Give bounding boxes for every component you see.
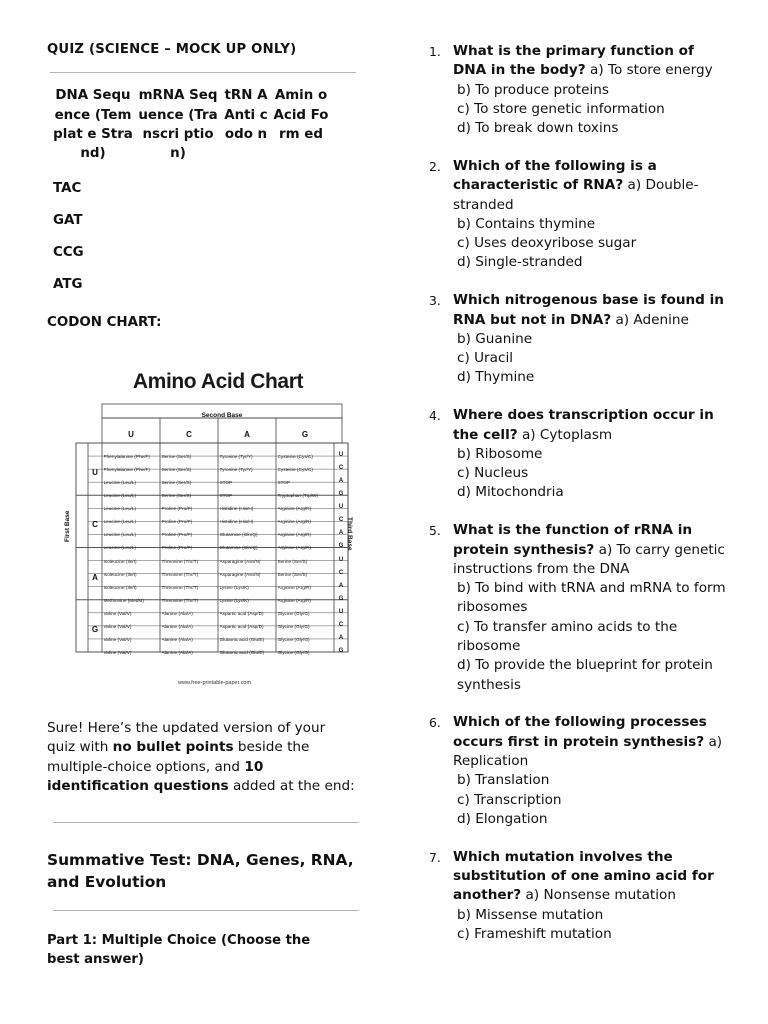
question-prompt: Which nitrogenous base is found in RNA but not in DNA? xyxy=(453,292,724,328)
table-row xyxy=(51,269,331,301)
amino-chart-column-headers xyxy=(102,425,334,437)
table-header-dna: DNA Sequence (Templat e Strand) xyxy=(53,88,133,161)
amino-chart-cell: Glutamic acid (Glu/E) xyxy=(219,649,265,655)
amino-chart-cell: Methionine (Met/M) xyxy=(103,597,144,603)
question-prompt: What is the function of rRNA in protein synthesis? xyxy=(453,522,693,558)
option-item: b) Translation xyxy=(457,772,550,789)
question-prompt: What is the primary function of DNA in the body? xyxy=(453,43,694,79)
amino-chart-cell: Serine (Ser/S) xyxy=(161,493,192,499)
amino-chart-third-base: Third Base xyxy=(346,517,353,551)
option-item: c) To transfer amino acids to the ribosome xyxy=(457,618,678,655)
question-text xyxy=(453,157,730,215)
table-cell-dna: TAC xyxy=(53,181,82,197)
amino-chart-column-letter: U xyxy=(128,430,134,439)
question-item xyxy=(400,521,730,695)
amino-chart-third-letter: U xyxy=(338,608,344,615)
amino-chart-cell: Arginine (Arg/R) xyxy=(277,545,312,551)
option-item: b) Contains thymine xyxy=(457,215,596,232)
amino-chart-third-letter: C xyxy=(338,517,344,524)
option-item: c) Uracil xyxy=(457,350,513,367)
amino-chart-cell: Glycine (Gly/G) xyxy=(277,610,310,616)
question-text xyxy=(453,42,730,81)
amino-chart-cell: Arginine (Arg/R) xyxy=(277,584,312,590)
question-item xyxy=(400,291,730,387)
amino-chart-third-letter: C xyxy=(338,569,344,576)
amino-chart-third-letter: G xyxy=(338,491,344,498)
amino-chart-cell: Lysine (Lys/K) xyxy=(219,597,249,603)
amino-chart-cell: Tyrosine (Tyr/Y) xyxy=(219,467,253,473)
amino-chart-cell: Asparagine (Asn/N) xyxy=(219,558,261,564)
amino-chart-column-letter: A xyxy=(244,430,250,439)
amino-chart-cell: Leucine (Leu/L) xyxy=(103,532,137,538)
amino-chart-cell: Lysine (Lys/K) xyxy=(219,584,249,590)
option-item: b) Guanine xyxy=(457,330,533,347)
amino-chart-cell: Threonine (Thr/T) xyxy=(161,597,199,603)
intro-bold-1: no bullet points xyxy=(112,739,234,756)
table-row xyxy=(51,163,331,205)
option-item: c) To store genetic information xyxy=(457,100,665,117)
amino-chart-cell: Proline (Pro/P) xyxy=(161,532,193,538)
amino-chart-cell: Alanine (Ala/A) xyxy=(161,636,193,642)
amino-chart-cell: STOP xyxy=(277,480,291,486)
amino-chart-cell: Glycine (Gly/G) xyxy=(277,623,310,629)
divider xyxy=(53,910,359,911)
table-cell-dna: GAT xyxy=(53,213,83,229)
amino-chart-cell: Serine (Ser/S) xyxy=(277,558,308,564)
question-number: 1. xyxy=(429,44,441,59)
amino-chart-title: Amino Acid Chart xyxy=(132,370,304,393)
amino-chart-cell: Proline (Pro/P) xyxy=(161,545,193,551)
amino-chart-third-letter: A xyxy=(338,634,344,641)
amino-acid-chart-image xyxy=(48,362,384,698)
amino-chart-cell: Isoleucine (Ile/I) xyxy=(103,584,137,590)
question-prompt: Which of the following processes occurs first in protein synthesis? xyxy=(453,714,707,750)
quiz-title: QUIZ (SCIENCE – MOCK UP ONLY) xyxy=(47,42,297,57)
option-a: a) Replication xyxy=(453,733,723,769)
amino-chart-cell: Arginine (Arg/R) xyxy=(277,506,312,512)
question-text xyxy=(453,848,730,906)
option-a: a) To store energy xyxy=(585,62,713,79)
question-number: 3. xyxy=(429,293,441,309)
amino-chart-cell: Leucine (Leu/L) xyxy=(103,480,137,486)
amino-chart-cell: Histidine (His/H) xyxy=(219,519,254,525)
question-prompt: Where does transcription occur in the cell? xyxy=(453,407,714,443)
table-cell-dna: ATG xyxy=(53,277,83,293)
question-item xyxy=(400,406,730,502)
amino-chart-cell: Tyrosine (Tyr/Y) xyxy=(219,454,253,459)
question-item xyxy=(400,713,730,829)
amino-chart-cell: Glutamic acid (Glu/E) xyxy=(219,636,265,642)
amino-chart-cell: STOP xyxy=(219,493,233,499)
amino-chart-cell: Alanine (Ala/A) xyxy=(161,649,193,655)
amino-chart-cell: Serine (Ser/S) xyxy=(161,480,192,486)
amino-chart-first-letter: A xyxy=(92,572,98,582)
amino-chart-cell: Glycine (Gly/G) xyxy=(277,636,310,642)
question-prompt: Which of the following is a characteristic of RNA? xyxy=(453,157,657,194)
option-item: d) Single-stranded xyxy=(457,254,583,271)
option-a: a) Cytoplasm xyxy=(517,426,613,443)
amino-chart-third-letter: G xyxy=(338,543,344,550)
amino-chart-cell: Asparagine (Asn/N) xyxy=(219,571,261,577)
divider xyxy=(53,822,359,823)
option-item: b) To bind with tRNA and mRNA to form ribosomes xyxy=(457,580,726,616)
option-a: a) To carry genetic instructions from the DNA xyxy=(453,541,725,577)
amino-chart-third-letter: U xyxy=(338,452,344,458)
option-item: d) Thymine xyxy=(457,369,535,386)
option-a: a) Nonsense mutation xyxy=(521,887,676,904)
amino-chart-third-letter: A xyxy=(338,530,344,537)
amino-chart-cell: Glutamine (Gln/Q) xyxy=(219,545,258,551)
amino-chart-first-letter: U xyxy=(92,468,98,478)
question-text xyxy=(453,291,730,330)
table-row xyxy=(51,205,331,237)
amino-chart-cell: Phenylalanine (Phe/F) xyxy=(103,454,150,459)
part1-heading: Part 1: Multiple Choice (Choose the best answer) xyxy=(47,933,311,968)
option-item: c) Uses deoxyribose sugar xyxy=(457,235,637,252)
intro-text-1: Sure! Here’s the updated version of your quiz with xyxy=(47,720,326,756)
amino-chart-cell: Leucine (Leu/L) xyxy=(103,506,137,512)
amino-chart-first-letter: C xyxy=(92,520,98,530)
table-header-mrna: mRNA Sequence (Transcri ption) xyxy=(138,88,218,161)
amino-chart-cell: Isoleucine (Ile/I) xyxy=(103,558,137,564)
amino-chart-cell: Aspartic acid (Asp/D) xyxy=(219,610,264,616)
option-item: c) Nucleus xyxy=(457,465,529,482)
question-item xyxy=(400,42,730,138)
codon-chart-label: CODON CHART: xyxy=(47,315,162,331)
question-item xyxy=(400,848,730,944)
amino-chart-second-base: Second Base xyxy=(201,412,243,419)
amino-chart-cell: Serine (Ser/S) xyxy=(161,467,192,473)
amino-chart-cell: Serine (Ser/S) xyxy=(277,571,308,577)
option-item: c) Transcription xyxy=(457,791,562,808)
amino-chart-cell: Aspartic acid (Asp/D) xyxy=(219,623,264,629)
question-item xyxy=(400,157,730,273)
amino-chart-cell: Threonine (Thr/T) xyxy=(161,584,199,590)
table-row xyxy=(51,237,331,269)
amino-chart-cell: Leucine (Leu/L) xyxy=(103,519,137,525)
option-item: b) Missense mutation xyxy=(457,906,604,923)
table-header-row xyxy=(51,86,331,163)
amino-chart-cell: Tryptophan (Trp/W) xyxy=(277,493,319,499)
option-a: a) Double-stranded xyxy=(453,177,699,213)
amino-chart-cell: Leucine (Leu/L) xyxy=(103,545,137,551)
amino-chart-cell: Valine (Val/V) xyxy=(103,610,132,616)
amino-chart-cell: Leucine (Leu/L) xyxy=(103,493,137,499)
amino-chart-cell: Glycine (Gly/G) xyxy=(277,649,310,655)
question-number: 2. xyxy=(429,158,441,174)
option-a: a) Adenine xyxy=(611,311,689,328)
amino-chart-cell: STOP xyxy=(219,480,233,486)
table-cell-dna: CCG xyxy=(53,245,84,261)
question-number: 7. xyxy=(429,849,441,865)
intro-text-2: beside the multiple-choice options, and xyxy=(47,739,310,775)
amino-chart-cell: Cysteine (Cys/C) xyxy=(277,454,313,459)
amino-chart-third-letter: U xyxy=(338,504,344,511)
divider xyxy=(50,72,356,73)
question-number: 5. xyxy=(429,523,441,539)
amino-chart-cell: Alanine (Ala/A) xyxy=(161,623,193,629)
intro-bold-2: 10 identification questions xyxy=(47,758,264,795)
option-item: d) Mitochondria xyxy=(457,484,564,501)
amino-chart-source: www.free-printable-paper.com xyxy=(178,680,252,686)
table-header-trna: tRN A Anti codo n xyxy=(224,88,268,142)
amino-chart-column-letter: C xyxy=(186,430,192,439)
question-prompt: Which mutation involves the substitution of one amino acid for another? xyxy=(453,848,714,904)
question-number: 6. xyxy=(429,715,441,731)
amino-chart-cell: Cysteine (Cys/C) xyxy=(277,467,313,473)
amino-chart-first-base: First Base xyxy=(64,510,71,542)
question-text xyxy=(453,713,730,771)
amino-chart-cell: Arginine (Arg/R) xyxy=(277,597,312,603)
amino-chart-first-letter: G xyxy=(91,624,99,634)
amino-chart-third-letter: G xyxy=(338,595,344,602)
sequence-table xyxy=(51,86,331,301)
amino-chart-cell: Serine (Ser/S) xyxy=(161,454,192,459)
left-column xyxy=(47,40,357,332)
amino-chart-third-letter: A xyxy=(338,478,344,485)
question-text xyxy=(453,406,730,445)
amino-chart-third-letter: G xyxy=(338,647,344,654)
option-item: d) To break down toxins xyxy=(457,120,619,137)
amino-chart-third-letter: C xyxy=(338,465,344,472)
amino-chart-cell: Threonine (Thr/T) xyxy=(161,571,199,577)
option-item: d) To provide the blueprint for protein synthesis xyxy=(457,657,713,693)
summative-test-title: Summative Test: DNA, Genes, RNA, and Evolution xyxy=(47,851,354,892)
intro-paragraph xyxy=(47,719,357,797)
option-item: b) Ribosome xyxy=(457,445,543,462)
option-item: c) Frameshift mutation xyxy=(457,925,612,942)
option-item: d) Elongation xyxy=(457,810,548,827)
amino-chart-cell: Valine (Val/V) xyxy=(103,636,132,642)
question-number: 4. xyxy=(429,408,441,424)
amino-chart-cell: Arginine (Arg/R) xyxy=(277,532,312,538)
amino-chart-cell: Glutamine (Gln/Q) xyxy=(219,532,258,538)
amino-chart-third-letter: U xyxy=(338,556,344,563)
amino-chart-cell: Phenylalanine (Phe/F) xyxy=(103,467,150,473)
amino-chart-cell: Threonine (Thr/T) xyxy=(161,558,199,564)
questions-list xyxy=(400,42,730,963)
question-text xyxy=(453,521,730,579)
amino-chart-third-letter: A xyxy=(338,582,344,589)
intro-text-3: added at the end: xyxy=(228,778,355,795)
amino-chart-cell: Arginine (Arg/R) xyxy=(277,519,312,525)
amino-chart-cell: Alanine (Ala/A) xyxy=(161,610,193,616)
amino-chart-cell: Proline (Pro/P) xyxy=(161,519,193,525)
amino-chart-column-letter: G xyxy=(301,430,309,439)
amino-chart-cell: Proline (Pro/P) xyxy=(161,506,193,512)
amino-chart-cell: Valine (Val/V) xyxy=(103,649,132,655)
amino-chart-cell: Isoleucine (Ile/I) xyxy=(103,571,137,577)
amino-chart-cell: Histidine (His/H) xyxy=(219,506,254,512)
option-item: b) To produce proteins xyxy=(457,81,609,98)
amino-chart-third-letter: C xyxy=(338,621,344,628)
amino-chart-cell: Valine (Val/V) xyxy=(103,623,132,629)
table-header-amino: Amin o Acid Form ed xyxy=(273,88,329,142)
